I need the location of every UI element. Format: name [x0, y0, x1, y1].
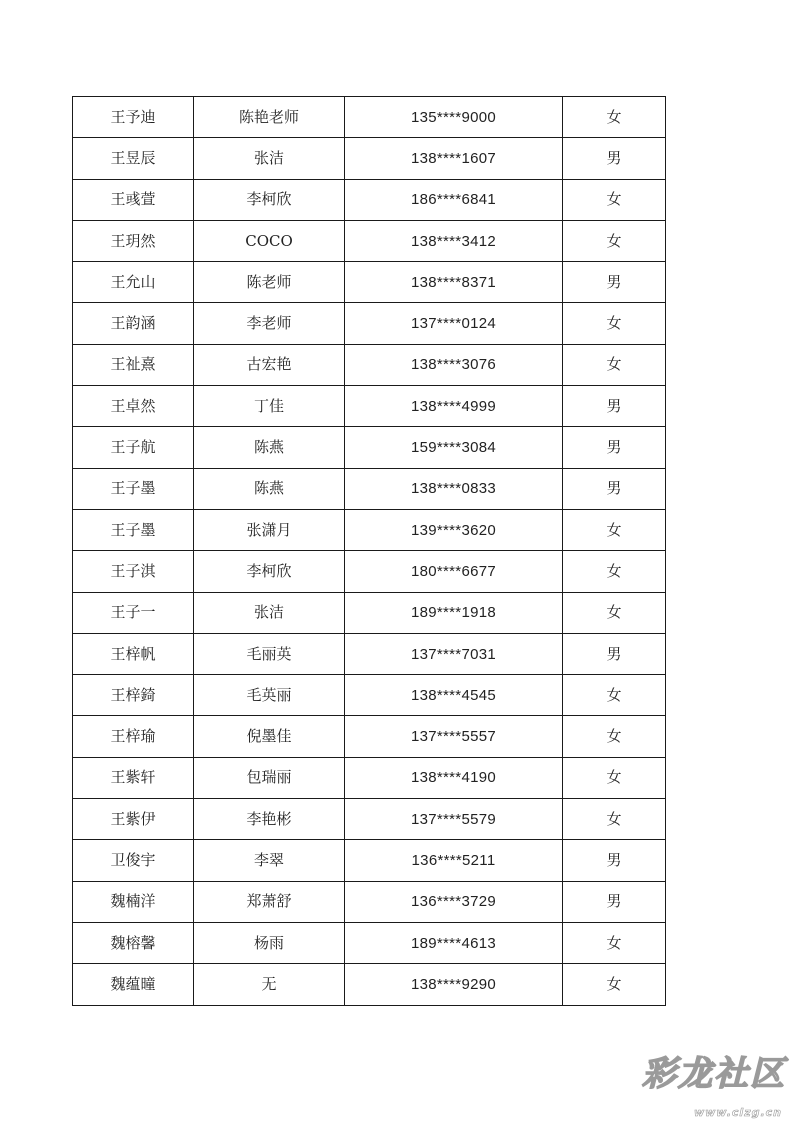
gender-cell: 女 — [563, 509, 666, 550]
student-name-cell: 魏楠洋 — [73, 881, 194, 922]
phone-cell: 137****0124 — [345, 303, 563, 344]
table-row — [73, 220, 666, 261]
student-name-cell: 王子墨 — [73, 509, 194, 550]
table-row — [73, 138, 666, 179]
teacher-cell: 李柯欣 — [194, 551, 345, 592]
gender-cell: 女 — [563, 964, 666, 1005]
phone-cell: 138****3412 — [345, 220, 563, 261]
student-name-cell: 魏蕴曈 — [73, 964, 194, 1005]
teacher-cell: 丁佳 — [194, 386, 345, 427]
phone-cell: 137****5557 — [345, 716, 563, 757]
gender-cell: 女 — [563, 551, 666, 592]
teacher-cell: COCO — [194, 220, 345, 261]
gender-cell: 男 — [563, 468, 666, 509]
gender-cell: 女 — [563, 344, 666, 385]
table-row — [73, 964, 666, 1005]
table-row — [73, 881, 666, 922]
phone-cell: 189****1918 — [345, 592, 563, 633]
phone-cell: 189****4613 — [345, 922, 563, 963]
phone-cell: 136****5211 — [345, 840, 563, 881]
teacher-cell: 杨雨 — [194, 922, 345, 963]
student-name-cell: 魏榕馨 — [73, 922, 194, 963]
gender-cell: 女 — [563, 179, 666, 220]
phone-cell: 138****0833 — [345, 468, 563, 509]
student-name-cell: 王允山 — [73, 262, 194, 303]
table-row — [73, 427, 666, 468]
table-row — [73, 262, 666, 303]
table-row — [73, 592, 666, 633]
gender-cell: 男 — [563, 881, 666, 922]
table-row — [73, 716, 666, 757]
student-name-cell: 王卓然 — [73, 386, 194, 427]
gender-cell: 女 — [563, 799, 666, 840]
table-row — [73, 468, 666, 509]
teacher-cell: 李艳彬 — [194, 799, 345, 840]
teacher-cell: 张潇月 — [194, 509, 345, 550]
student-name-cell: 王子航 — [73, 427, 194, 468]
student-name-cell: 王彧萱 — [73, 179, 194, 220]
teacher-cell: 陈燕 — [194, 468, 345, 509]
site-watermark — [626, 1051, 786, 1121]
teacher-cell: 毛丽英 — [194, 633, 345, 674]
watermark-url: www.clzg.cn — [693, 1106, 782, 1119]
gender-cell: 男 — [563, 427, 666, 468]
roster-table-body — [73, 97, 666, 1006]
gender-cell: 女 — [563, 303, 666, 344]
teacher-cell: 陈艳老师 — [194, 97, 345, 138]
teacher-cell: 李翠 — [194, 840, 345, 881]
phone-cell: 180****6677 — [345, 551, 563, 592]
phone-cell: 159****3084 — [345, 427, 563, 468]
table-row — [73, 633, 666, 674]
teacher-cell: 李柯欣 — [194, 179, 345, 220]
student-name-cell: 王昱辰 — [73, 138, 194, 179]
phone-cell: 137****7031 — [345, 633, 563, 674]
student-name-cell: 卫俊宇 — [73, 840, 194, 881]
gender-cell: 女 — [563, 592, 666, 633]
gender-cell: 男 — [563, 138, 666, 179]
phone-cell: 135****9000 — [345, 97, 563, 138]
phone-cell: 138****4190 — [345, 757, 563, 798]
gender-cell: 男 — [563, 262, 666, 303]
gender-cell: 男 — [563, 386, 666, 427]
teacher-cell: 张洁 — [194, 138, 345, 179]
table-row — [73, 509, 666, 550]
teacher-cell: 无 — [194, 964, 345, 1005]
table-row — [73, 303, 666, 344]
student-name-cell: 王子淇 — [73, 551, 194, 592]
student-name-cell: 王紫伊 — [73, 799, 194, 840]
phone-cell: 136****3729 — [345, 881, 563, 922]
student-name-cell: 王梓錡 — [73, 675, 194, 716]
table-row — [73, 757, 666, 798]
table-row — [73, 386, 666, 427]
student-name-cell: 王梓帆 — [73, 633, 194, 674]
phone-cell: 138****3076 — [345, 344, 563, 385]
phone-cell: 186****6841 — [345, 179, 563, 220]
phone-cell: 138****4545 — [345, 675, 563, 716]
table-row — [73, 344, 666, 385]
gender-cell: 女 — [563, 922, 666, 963]
teacher-cell: 陈燕 — [194, 427, 345, 468]
student-name-cell: 王韵涵 — [73, 303, 194, 344]
roster-table — [72, 96, 666, 1006]
teacher-cell: 包瑞丽 — [194, 757, 345, 798]
student-name-cell: 王予迪 — [73, 97, 194, 138]
phone-cell: 138****1607 — [345, 138, 563, 179]
watermark-logo: 彩龙社区 — [642, 1054, 786, 1094]
phone-cell: 138****4999 — [345, 386, 563, 427]
table-row — [73, 675, 666, 716]
table-row — [73, 840, 666, 881]
student-name-cell: 王紫轩 — [73, 757, 194, 798]
table-row — [73, 97, 666, 138]
student-name-cell: 王子一 — [73, 592, 194, 633]
gender-cell: 女 — [563, 97, 666, 138]
phone-cell: 137****5579 — [345, 799, 563, 840]
student-name-cell: 王祉熹 — [73, 344, 194, 385]
table-row — [73, 179, 666, 220]
gender-cell: 女 — [563, 757, 666, 798]
gender-cell: 男 — [563, 633, 666, 674]
teacher-cell: 郑萧舒 — [194, 881, 345, 922]
gender-cell: 男 — [563, 840, 666, 881]
student-name-cell: 王玥然 — [73, 220, 194, 261]
teacher-cell: 张洁 — [194, 592, 345, 633]
student-name-cell: 王子墨 — [73, 468, 194, 509]
table-row — [73, 799, 666, 840]
teacher-cell: 陈老师 — [194, 262, 345, 303]
student-name-cell: 王梓瑜 — [73, 716, 194, 757]
phone-cell: 139****3620 — [345, 509, 563, 550]
table-row — [73, 551, 666, 592]
table-row — [73, 922, 666, 963]
teacher-cell: 李老师 — [194, 303, 345, 344]
phone-cell: 138****8371 — [345, 262, 563, 303]
gender-cell: 女 — [563, 675, 666, 716]
teacher-cell: 倪墨佳 — [194, 716, 345, 757]
teacher-cell: 古宏艳 — [194, 344, 345, 385]
gender-cell: 女 — [563, 716, 666, 757]
phone-cell: 138****9290 — [345, 964, 563, 1005]
gender-cell: 女 — [563, 220, 666, 261]
teacher-cell: 毛英丽 — [194, 675, 345, 716]
